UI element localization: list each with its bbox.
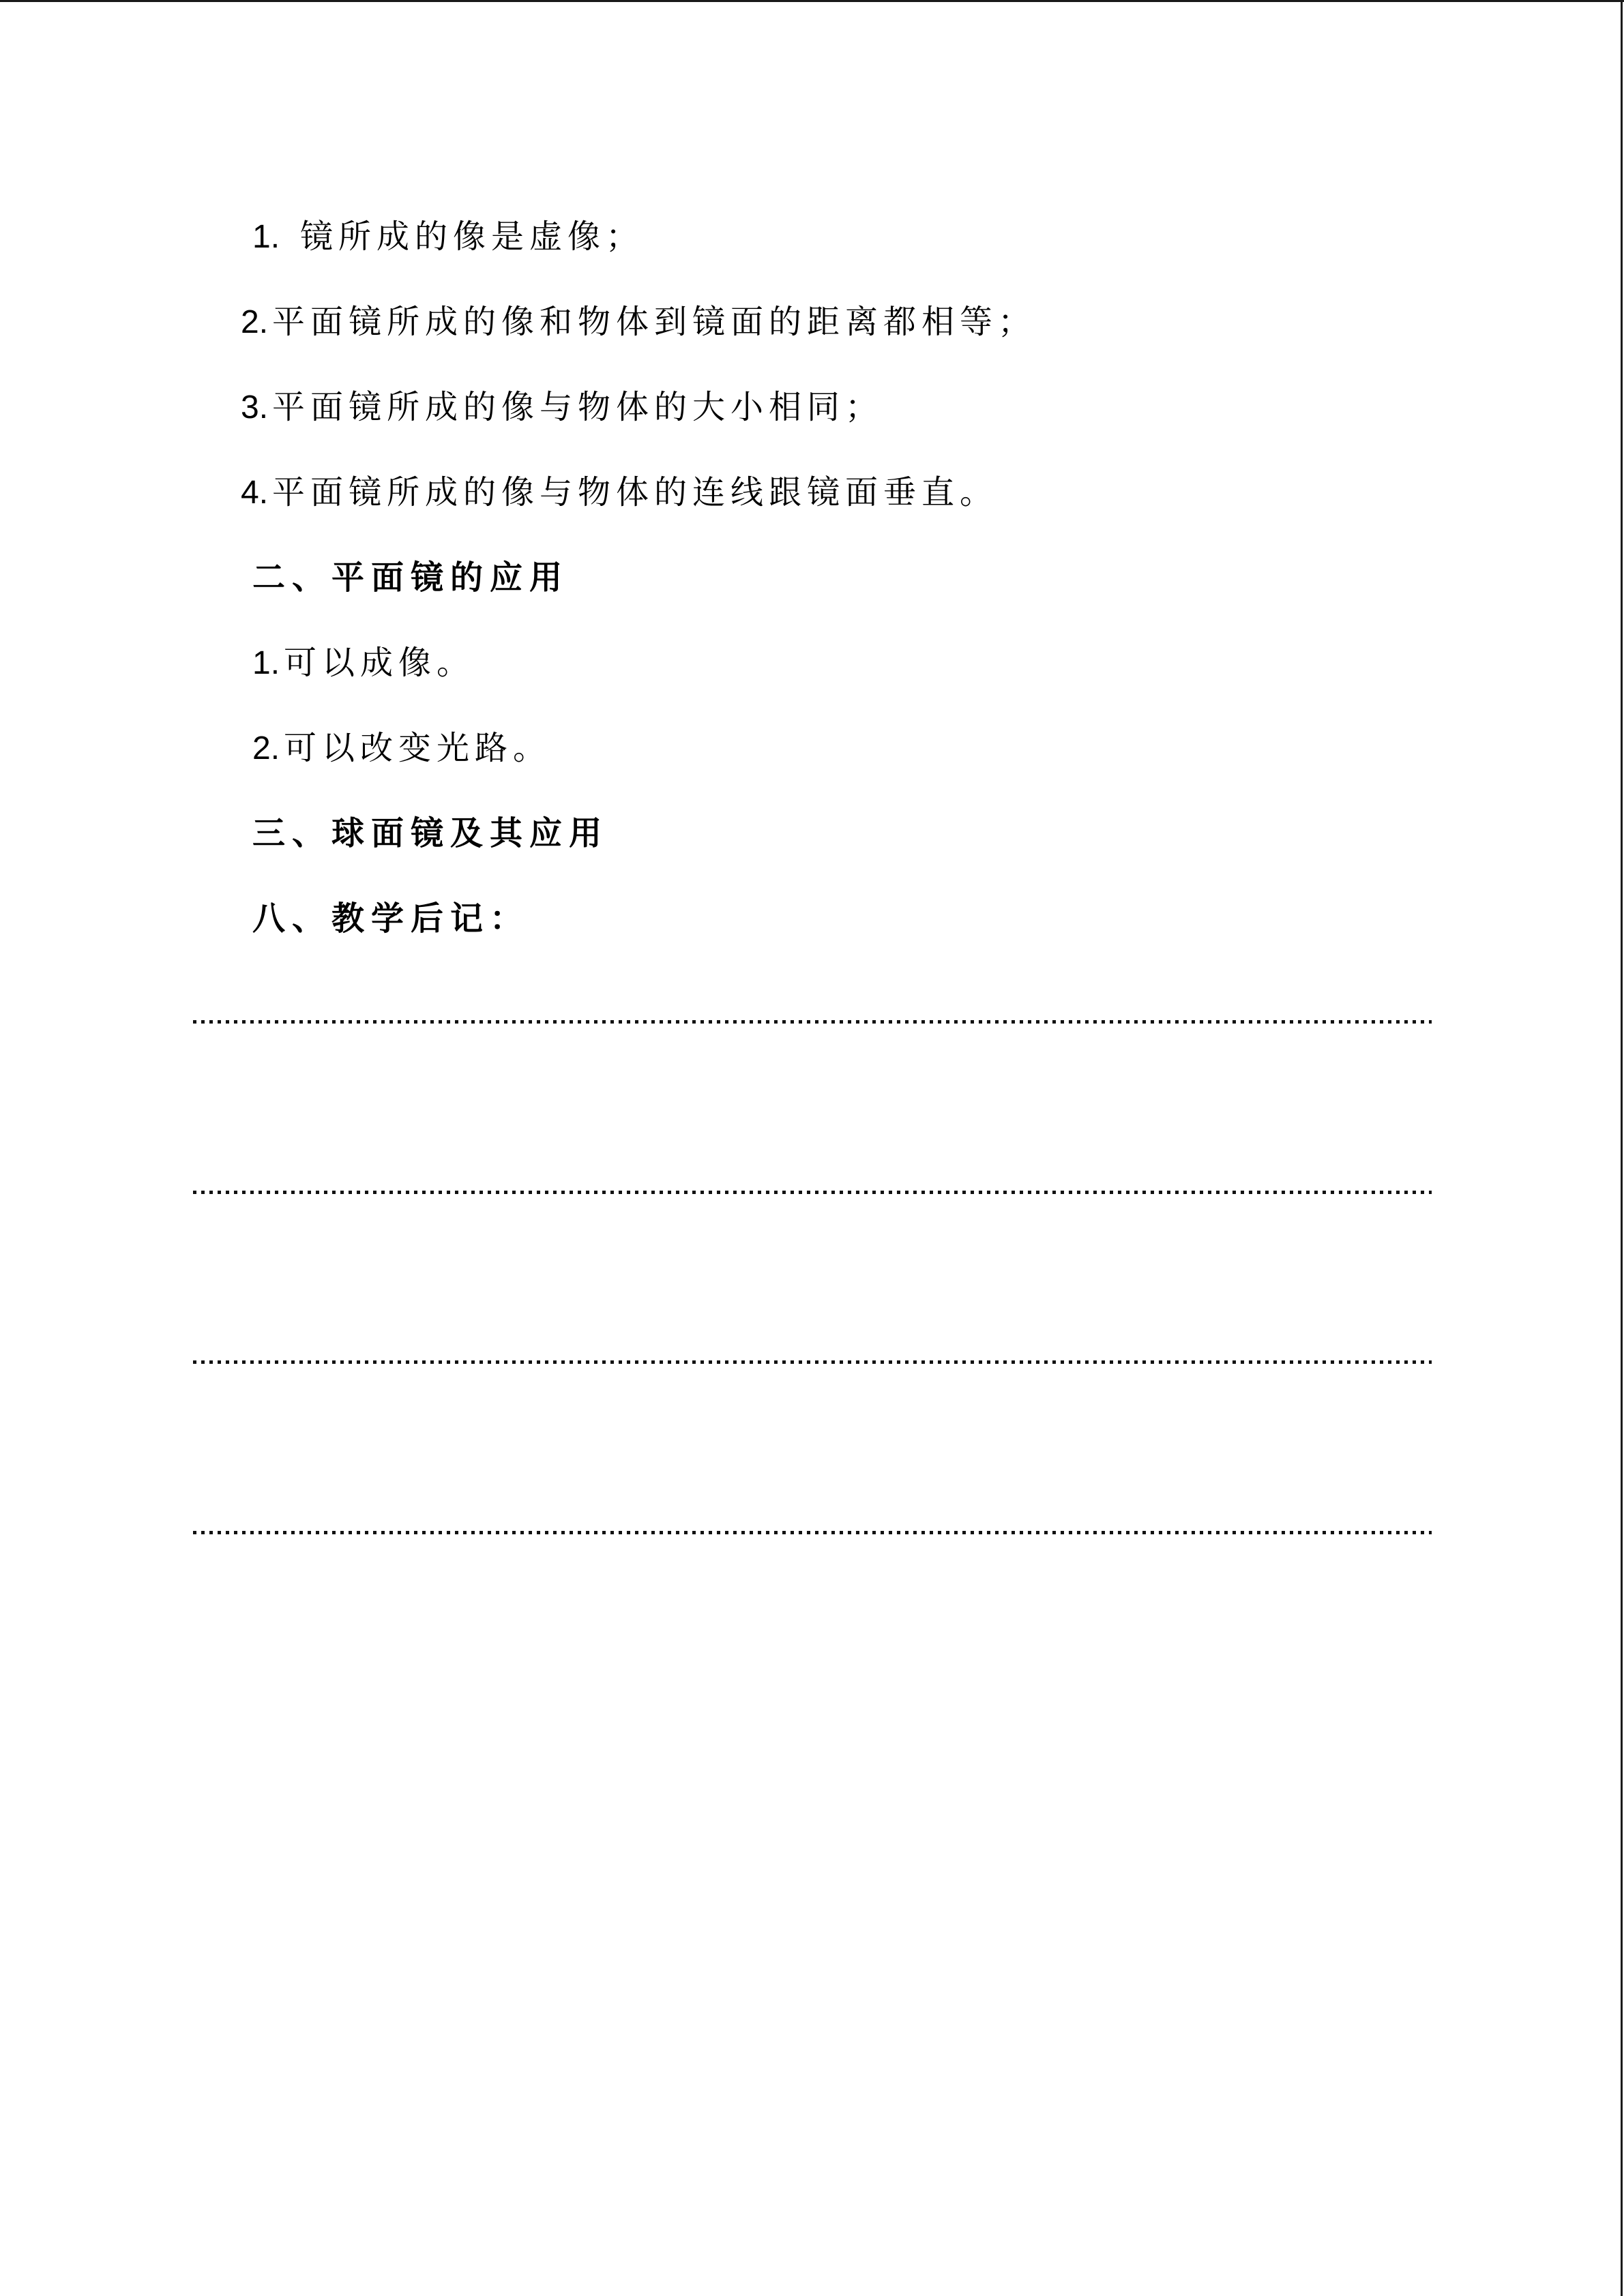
item-number: 2. xyxy=(252,730,280,766)
item-number: 1. xyxy=(252,645,280,681)
blank-writing-line-3 xyxy=(193,1360,1432,1364)
item-number: 1. xyxy=(252,219,280,255)
page-border-right xyxy=(1621,0,1623,2296)
list-item-property-4 xyxy=(241,468,998,516)
blank-writing-line-4 xyxy=(193,1531,1432,1534)
list-item-application-1 xyxy=(252,639,475,687)
section-heading-plane-mirror-applications: 二、平面镜的应用 xyxy=(252,558,570,597)
item-number: 3. xyxy=(241,389,269,426)
blank-writing-line-1 xyxy=(193,1020,1432,1024)
item-text: 可以成像。 xyxy=(284,644,475,682)
item-number: 2. xyxy=(241,304,269,340)
blank-writing-line-2 xyxy=(193,1191,1432,1194)
page-border-top xyxy=(0,0,1624,2)
section-heading-teaching-notes: 八、教学后记： xyxy=(252,899,530,938)
item-text: 平面镜所成的像与物体的连线跟镜面垂直。 xyxy=(272,473,999,511)
section-heading-spherical-mirrors: 三、球面镜及其应用 xyxy=(252,814,609,852)
list-item-property-3 xyxy=(241,383,883,431)
list-item-application-2 xyxy=(252,724,551,772)
item-number: 4. xyxy=(241,475,269,511)
item-text: 平面镜所成的像与物体的大小相同； xyxy=(272,388,884,426)
item-text: 平面镜所成的像和物体到镜面的距离都相等； xyxy=(272,303,1037,341)
item-text: 可以改变光路。 xyxy=(284,729,552,767)
list-item-property-2 xyxy=(241,298,1036,346)
item-text: 镜所成的像是虚像； xyxy=(300,218,645,256)
list-item-property-1 xyxy=(252,213,644,260)
